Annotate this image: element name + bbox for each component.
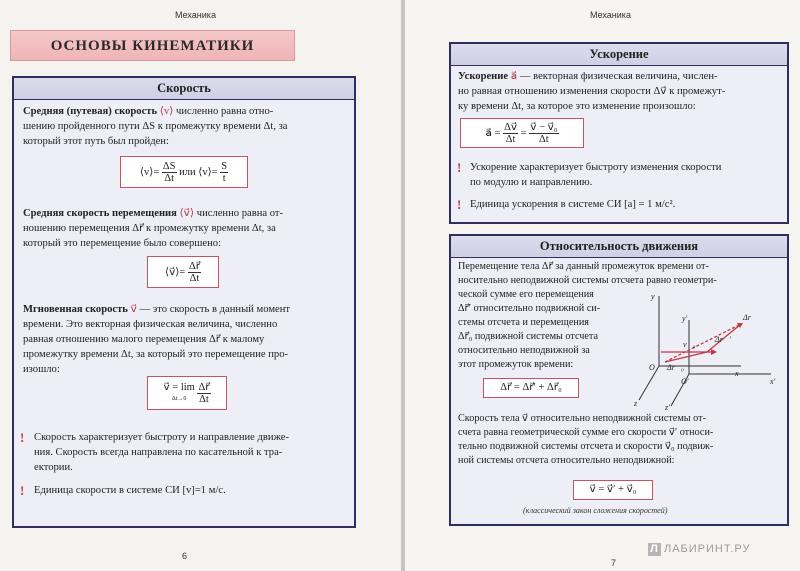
reference-frames-diagram (631, 290, 781, 412)
speed-note-direction: Скорость характеризует быстроту и направление движе- ния. Скорость всегда направлена по касательной к тра- ектории. (34, 432, 289, 473)
acceleration-si-unit: Единица ускорения в системе СИ [a] = 1 м/с². (470, 199, 676, 210)
displacement-addition-formula: Δr⃗ = Δr⃗′ + Δr⃗₀ (483, 378, 579, 398)
note-icon: ! (457, 197, 462, 212)
svg-text:x: x (735, 369, 739, 378)
note-icon: ! (457, 160, 462, 175)
right-page (405, 0, 800, 571)
svg-text:O′: O′ (681, 377, 689, 386)
acceleration-box (449, 42, 789, 224)
relativity-box-heading: Относительность движения (451, 236, 787, 258)
running-header: Механика (175, 10, 216, 20)
speed-box (12, 76, 356, 528)
acceleration-definition: Ускорение a⃗ — векторная физическая величина, числен- но равная отношению изменения скорости Δv⃗ к промежут- ку времени Δt, за которое это изменение произошло: (458, 71, 726, 112)
svg-text:z: z (634, 399, 638, 408)
page-number-left: 6 (182, 551, 188, 561)
avg-path-symbol: ⟨v⟩ (159, 106, 174, 117)
avg-path-speed-definition: Средняя (путевая) скорость ⟨v⟩ численно равна отно- шению пройденного пути ΔS к промежутку времени Δt, за который этот путь был пройден: (23, 106, 288, 147)
classical-law-caption: (классический закон сложения скоростей) (523, 506, 668, 515)
speed-box-heading: Скорость (14, 78, 354, 100)
svg-text:y: y (651, 292, 655, 301)
note-icon: ! (20, 430, 25, 445)
acceleration-formula: a⃗ = $\frac{\Delta v⃗}{\Delta t}$ = $\frac{\text{v⃗ − v⃗₀}}{\Delta t}$ (460, 118, 584, 148)
instant-speed-definition: Мгновенная скорость v⃗ — это скорость в данный момент времени. Это векторная физическая величина, численно равная отношению малого перемещения Δr⃗ к малому промежутку времени Δt, за который это перемещение про- изошло: (23, 304, 291, 375)
svg-text:z′: z′ (665, 403, 670, 412)
velocity-addition-text: Скорость тела v⃗ относительно неподвижной системы от- счета равна геометрической сумме его скорости v⃗′ относи- тельно подвижной системы отсчета и скорости v⃗₀ подвиж- ной системы отсчета относительно неподвижной: (458, 413, 714, 466)
avg-displacement-speed-formula: ⟨v⃗⟩= $\frac{\Delta r⃗}{\Delta t}$ (147, 256, 219, 288)
relativity-box (449, 234, 789, 526)
chapter-title: ОСНОВЫ КИНЕМАТИКИ (10, 30, 295, 61)
svg-text:v⃗₀: v⃗₀ (683, 340, 696, 349)
svg-text:O: O (649, 363, 655, 372)
watermark: Л ЛАБИРИНТ.РУ (648, 543, 751, 556)
instant-speed-formula: v⃗ = lim Δt→0 $\frac{\Delta r⃗}{\Delta t}$ (147, 376, 227, 410)
avg-displacement-speed-definition: Средняя скорость перемещения ⟨v⃗⟩ численно равна от- ношению перемещения Δr⃗ к промежутку времени Δt, за который это перемещение было совершено: (23, 208, 284, 249)
relativity-intro: Перемещение тела Δr⃗ за данный промежуток времени от- носительно неподвижной системы отсчета равно геометри- ческой сумме его перемещения Δr⃗′ относительно подвижной си- стемы отсчета и перемещения Δr⃗₀ подвижной системы отсчета относительно неподвижной за этот промежуток времени: (458, 261, 717, 370)
svg-text:y′: y′ (682, 314, 688, 323)
speed-note-si-unit: Единица скорости в системе СИ [v]=1 м/с. (34, 485, 226, 496)
acceleration-note: Ускорение характеризует быстроту изменения скорости по модулю и направлению. (470, 162, 722, 188)
avg-path-term: Средняя (путевая) скорость (23, 106, 158, 117)
avg-path-speed-formula: ⟨v⟩= $\frac{\Delta S}{\Delta t}$ или ⟨v⟩= $\frac{S}{t}$ (120, 156, 248, 188)
acceleration-box-heading: Ускорение (451, 44, 787, 66)
svg-text:Δr⃗₀: Δr⃗₀ (667, 363, 684, 372)
running-header: Механика (590, 10, 631, 20)
page-number-right: 7 (611, 558, 617, 568)
svg-text:Δr⃗: Δr⃗ (743, 313, 758, 322)
svg-text:x′: x′ (770, 377, 776, 386)
note-icon: ! (20, 483, 25, 498)
svg-text:Δr⃗′: Δr⃗′ (715, 335, 731, 344)
velocity-addition-formula: v⃗ = v⃗′ + v⃗₀ (573, 480, 653, 500)
